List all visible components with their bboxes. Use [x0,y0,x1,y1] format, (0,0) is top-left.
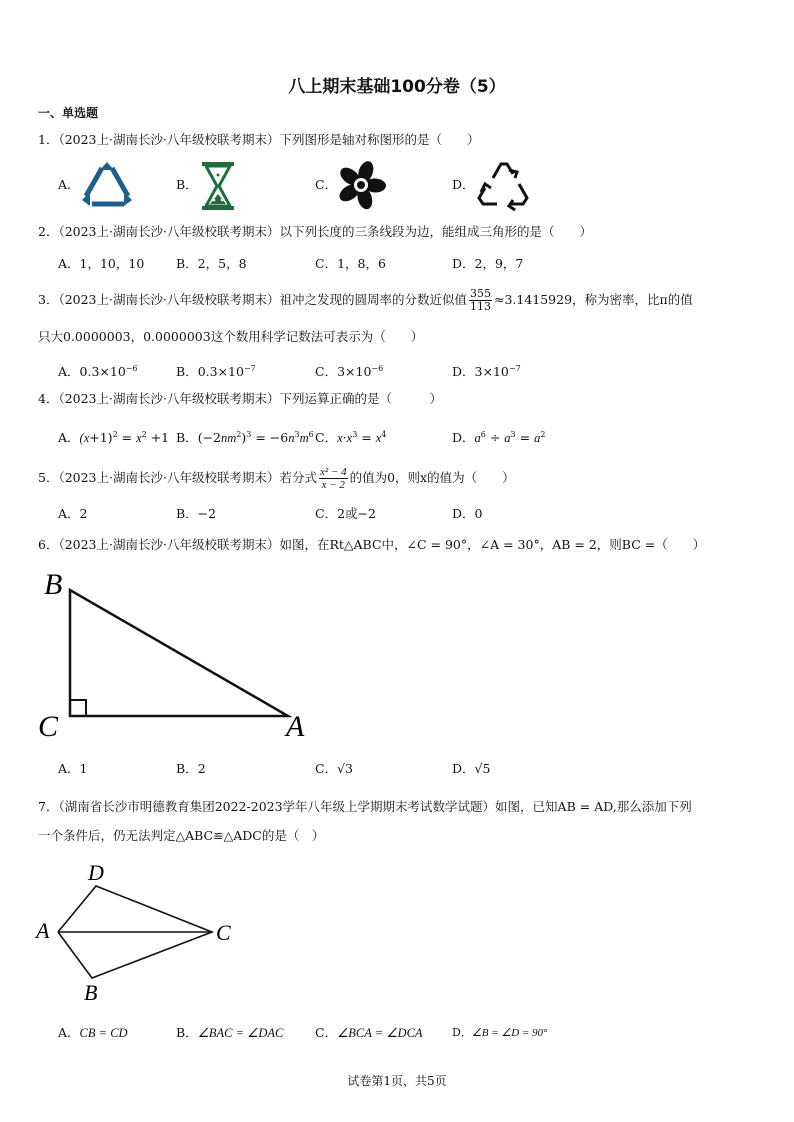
q6-option-c-label: C． [315,761,338,776]
q5-option-d: D．0 [452,506,483,521]
q4-option-c-label: C． [315,430,338,446]
q7-option-c [315,1024,423,1042]
q2-option-a: A．1，10，10 [58,256,145,271]
q1-option-c-label: C． [315,177,338,192]
recycle-triangle-icon [80,160,134,210]
q6-option-d-value: √5 [474,761,491,776]
question-5-stem [38,466,758,491]
q3-option-b-exponent: −7 [243,364,256,373]
q3-option-c-exponent: −6 [371,364,384,373]
q3-option-b-value: 0.3×10 [197,364,244,380]
q5-fraction-denominator: x − 2 [321,479,345,491]
q7-option-c-label: C． [315,1025,338,1040]
q5-fraction [319,466,348,491]
q4-option-a: A．$(x+1)^2 = x^2 +1$ [58,430,170,446]
q5-stem-end: 的值为0，则x的值为（ ） [349,470,515,485]
q3-option-d-exponent: −7 [508,364,521,373]
q4-option-a-label: A． [58,430,80,446]
page-title: 八上期末基础100分卷（5） [288,77,506,97]
question-6-stem: 6．（2023上·湖南长沙·八年级校联考期末）如图，在Rt△ABC中，∠C = 90°，∠A = 30°，AB = 2，则BC =（ ） [38,537,706,552]
q3-fraction [469,288,492,313]
hourglass-icon [198,160,238,212]
q5-option-b: B．−2 [176,506,217,521]
q7-option-d [452,1024,547,1042]
q4-option-d-label: D． [452,430,475,446]
q7-option-b [176,1024,283,1042]
q6-option-a-value: 1 [79,761,88,776]
q1-option-b-label: B． [176,177,198,192]
section-heading: 一、单选题 [38,106,99,120]
q1-option-d-label: D． [452,177,475,192]
question-2-stem: 2．（2023上·湖南长沙·八年级校联考期末）以下列长度的三条线段为边，能组成三角形的是（ ） [38,224,592,239]
q3-option-b-label: B． [176,364,198,380]
question-3-stem-line2: 只大0.0000003，0.0000003这个数用科学记数法可表示为（ ） [38,329,424,344]
pinwheel-flower-icon [336,160,386,210]
q3-option-d [452,360,521,381]
vertex-c-label: C [38,710,59,743]
q6-option-d-label: D． [452,761,475,776]
question-7-stem-line1: 7．（湖南省长沙市明德教育集团2022-2023学年八年级上学期期末考试数学试题）如图，已知AB = AD,那么添加下列 [38,799,692,814]
q5-option-a: A．2 [58,506,88,521]
q3-option-a-label: A． [58,364,80,380]
q4-option-c: C．$x\cdot x^3 = x^4$ [315,430,387,446]
q6-option-b-value: 2 [197,761,206,776]
vertex-b-label: B [44,568,63,601]
q7-option-d-value: ∠B = ∠D = 90° [471,1027,548,1039]
q6-option-b [176,760,206,778]
kite-figure [34,856,244,1006]
q6-option-a-label: A． [58,761,80,776]
q3-option-a [58,360,138,381]
q3-option-c [315,360,383,381]
q1-option-a-label: A． [58,177,80,192]
q3-stem-end: ≈3.1415929，称为密率，比π的值 [493,292,693,307]
q7-option-a-value: CB = CD [79,1026,128,1040]
q4-option-d: D．$a^6 \div a^3 = a^2$ [452,430,546,446]
q6-option-a [58,760,87,778]
vertex-a-label-kite: A [36,918,50,943]
question-3-stem-line1 [38,288,758,313]
q3-option-d-value: 3×10 [474,364,509,380]
vertex-b-label-kite: B [84,980,98,1005]
q5-fraction-numerator: x² − 4 [319,466,347,478]
q7-option-d-label: D． [452,1026,472,1039]
q3-fraction-numerator: 355 [469,287,491,300]
q4-option-b: B．$(-2nm^2)^3 = -6n^3m^6$ [176,430,314,446]
q5-stem-start: 5．（2023上·湖南长沙·八年级校联考期末）若分式 [38,470,317,485]
question-4-stem: 4．（2023上·湖南长沙·八年级校联考期末）下列运算正确的是（ ） [38,391,442,406]
q3-option-b [176,360,256,381]
q3-option-c-value: 3×10 [337,364,372,380]
q6-option-d [452,760,490,778]
vertex-a-label: A [286,710,305,743]
vertex-c-label-kite: C [216,920,231,945]
q2-option-d: D．2，9，7 [452,256,524,271]
question-1-stem: 1．（2023上·湖南长沙·八年级校联考期末）下列图形是轴对称图形的是（ ） [38,132,480,147]
q6-option-b-label: B． [176,761,198,776]
right-triangle-figure [36,564,316,744]
q3-stem-start: 3．（2023上·湖南长沙·八年级校联考期末）祖冲之发现的圆周率的分数近似值 [38,292,467,307]
q2-option-b: B．2，5，8 [176,256,247,271]
question-7-stem-line2: 一个条件后，仍无法判定△ABC≌△ADC的是（ ） [38,828,325,843]
q4-option-b-label: B． [176,430,198,446]
q3-option-d-label: D． [452,364,475,380]
vertex-d-label: D [88,860,104,885]
q6-option-c-value: √3 [337,761,353,776]
q3-option-a-exponent: −6 [125,364,138,373]
q3-option-a-value: 0.3×10 [79,364,126,380]
q7-option-b-label: B． [176,1025,198,1040]
page-footer: 试卷第1页，共5页 [347,1074,447,1088]
q3-fraction-denominator: 113 [469,300,491,313]
q7-option-b-value: ∠BAC = ∠DAC [197,1026,284,1040]
q6-option-c [315,760,353,778]
q7-option-a-label: A． [58,1025,80,1040]
recycle-outline-icon [475,158,531,212]
q7-option-a [58,1024,128,1042]
q2-option-c: C．1，8，6 [315,256,386,271]
q7-option-c-value: ∠BCA = ∠DCA [337,1026,423,1040]
q5-option-c: C．2或−2 [315,506,376,521]
q3-option-c-label: C． [315,364,338,380]
